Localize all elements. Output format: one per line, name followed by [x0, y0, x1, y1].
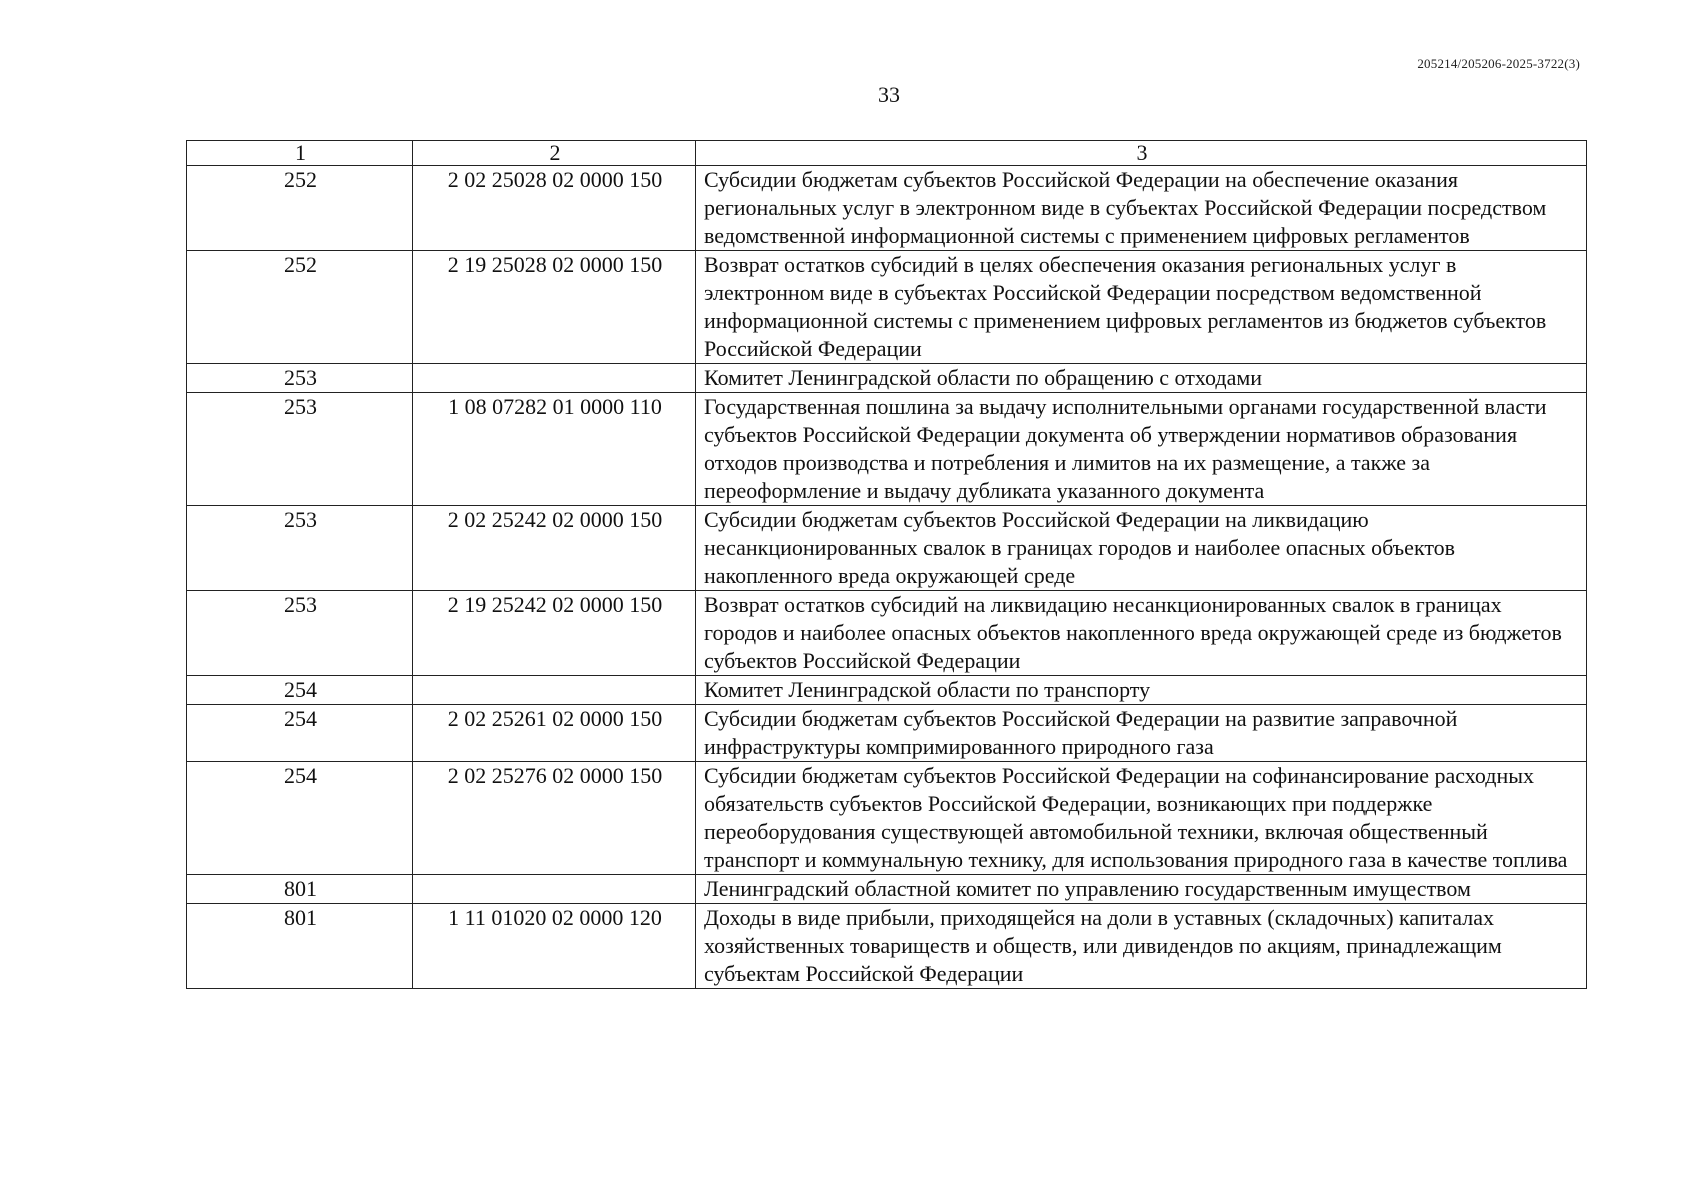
table-row [187, 762, 1587, 875]
table-row [187, 251, 1587, 364]
admin-code-cell: 253 [187, 506, 413, 591]
description-cell: Возврат остатков субсидий в целях обеспечения оказания региональных услуг в электронном виде в субъектах Российской Федерации посредством ведомственной информационной системы с применением цифровых регламентов из бюджетов субъектов Российской Федерации [696, 251, 1587, 364]
description-cell: Субсидии бюджетам субъектов Российской Федерации на обеспечение оказания региональных услуг в электронном виде в субъектах Российской Федерации посредством ведомственной информационной системы с применением цифровых регламентов [696, 166, 1587, 251]
table-row [187, 166, 1587, 251]
admin-code-cell: 253 [187, 364, 413, 393]
budget-code-cell: 2 02 25242 02 0000 150 [413, 506, 696, 591]
budget-code-cell [413, 875, 696, 904]
description-cell: Комитет Ленинградской области по обращению с отходами [696, 364, 1587, 393]
admin-code-cell: 252 [187, 251, 413, 364]
admin-code-cell: 253 [187, 591, 413, 676]
admin-code-cell: 253 [187, 393, 413, 506]
document-id: 205214/205206-2025-3722(3) [1417, 56, 1580, 71]
budget-code-cell: 2 02 25276 02 0000 150 [413, 762, 696, 875]
table-row [187, 506, 1587, 591]
description-cell: Доходы в виде прибыли, приходящейся на доли в уставных (складочных) капиталах хозяйственных товариществ и обществ, или дивидендов по акциям, принадлежащим субъектам Российской Федерации [696, 904, 1587, 989]
description-cell: Субсидии бюджетам субъектов Российской Федерации на софинансирование расходных обязательств субъектов Российской Федерации, возникающих при поддержке переоборудования существующей автомобильной техники, включая общественный транспорт и коммунальную технику, для использования природного газа в качестве топлива [696, 762, 1587, 875]
header-cell-1: 1 [187, 141, 413, 166]
budget-code-cell: 2 02 25261 02 0000 150 [413, 705, 696, 762]
budget-code-cell [413, 364, 696, 393]
table-row [187, 591, 1587, 676]
description-cell: Возврат остатков субсидий на ликвидацию несанкционированных свалок в границах городов и наиболее опасных объектов накопленного вреда окружающей среде из бюджетов субъектов Российской Федерации [696, 591, 1587, 676]
admin-code-cell: 254 [187, 705, 413, 762]
table-row [187, 875, 1587, 904]
description-cell: Государственная пошлина за выдачу исполнительными органами государственной власти субъектов Российской Федерации документа об утверждении нормативов образования отходов производства и потребления и лимитов на их размещение, а также за переоформление и выдачу дубликата указанного документа [696, 393, 1587, 506]
table-row [187, 364, 1587, 393]
description-cell: Ленинградский областной комитет по управлению государственным имуществом [696, 875, 1587, 904]
description-cell: Субсидии бюджетам субъектов Российской Федерации на развитие заправочной инфраструктуры компримированного природного газа [696, 705, 1587, 762]
admin-code-cell: 252 [187, 166, 413, 251]
description-cell: Субсидии бюджетам субъектов Российской Федерации на ликвидацию несанкционированных свалок в границах городов и наиболее опасных объектов накопленного вреда окружающей среде [696, 506, 1587, 591]
revenue-codes-table [186, 140, 1587, 989]
header-cell-3: 3 [696, 141, 1587, 166]
budget-code-cell: 1 11 01020 02 0000 120 [413, 904, 696, 989]
budget-code-cell [413, 676, 696, 705]
description-cell: Комитет Ленинградской области по транспорту [696, 676, 1587, 705]
admin-code-cell: 254 [187, 676, 413, 705]
table-row [187, 904, 1587, 989]
budget-code-cell: 2 02 25028 02 0000 150 [413, 166, 696, 251]
admin-code-cell: 801 [187, 904, 413, 989]
admin-code-cell: 801 [187, 875, 413, 904]
page-number: 33 [878, 82, 900, 107]
table-row [187, 676, 1587, 705]
budget-code-cell: 2 19 25028 02 0000 150 [413, 251, 696, 364]
admin-code-cell: 254 [187, 762, 413, 875]
budget-code-cell: 1 08 07282 01 0000 110 [413, 393, 696, 506]
table-row [187, 705, 1587, 762]
table-row [187, 393, 1587, 506]
table-header-row [187, 141, 1587, 166]
header-cell-2: 2 [413, 141, 696, 166]
budget-code-cell: 2 19 25242 02 0000 150 [413, 591, 696, 676]
